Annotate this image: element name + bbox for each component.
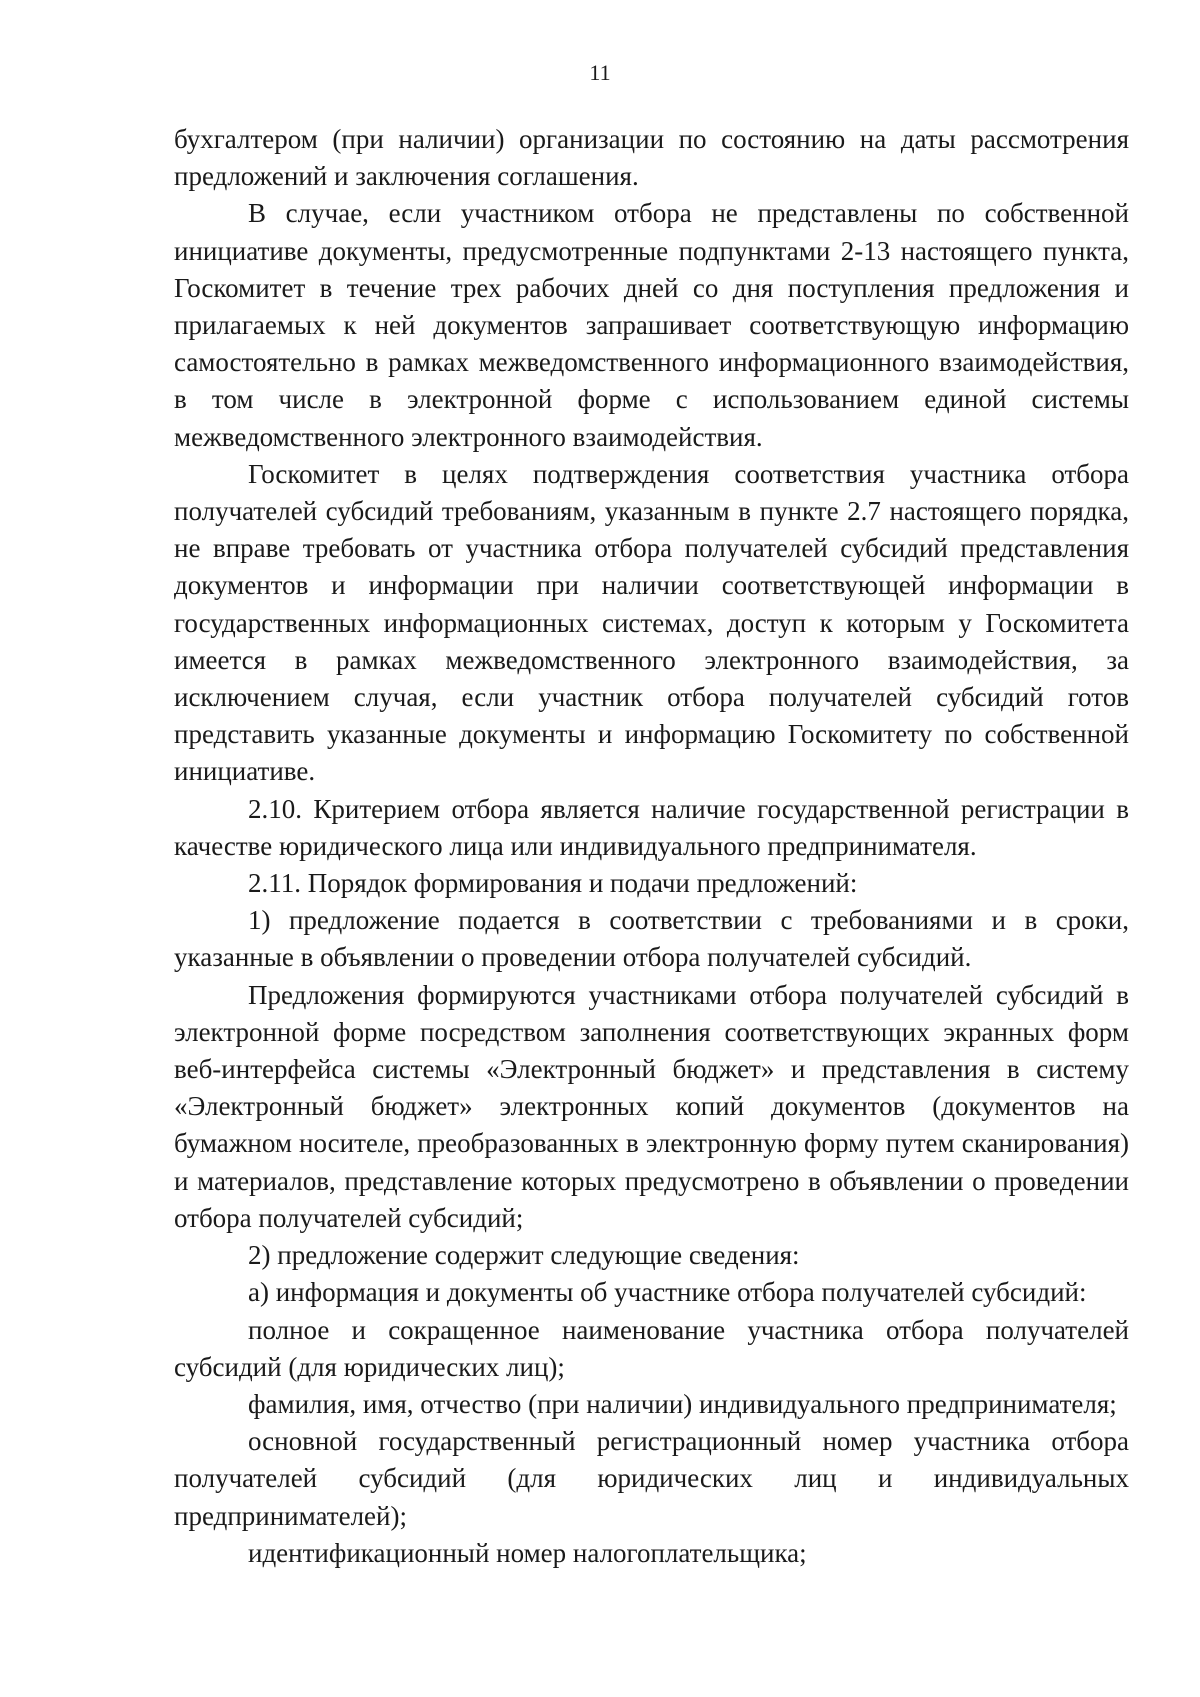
paragraph: 2.11. Порядок формирования и подачи предложений: — [248, 868, 858, 899]
paragraph: В случае, если участником отбора не представлены по собственной инициативе документы, предусмотренные подпунктами 2-13 настоящего пункта, Госкомитет в течение трех рабочих дней со дня поступления предложения и прилагаемых к ней документов запрашивает соответствующую информацию самостоятельно в рамках межведомственного информационного взаимодействия, в том числе в электронной форме с использованием единой системы межведомственного электронного взаимодействия. — [174, 198, 1129, 452]
page-number: 11 — [589, 60, 611, 85]
paragraph: полное и сокращенное наименование участника отбора получателей субсидий (для юридических лиц); — [174, 1314, 1129, 1382]
paragraph: Предложения формируются участниками отбора получателей субсидий в электронной форме посредством заполнения соответствующих экранных форм веб-интерфейса системы «Электронный бюджет» и представления в систему «Электронный бюджет» электронных копий документов (документов на бумажном носителе, преобразованных в электронную форму путем сканирования) и материалов, представление которых предусмотрено в объявлении о проведении отбора получателей субсидий; — [174, 979, 1129, 1233]
paragraph: 1) предложение подается в соответствии с требованиями и в сроки, указанные в объявлении о проведении отбора получателей субсидий. — [174, 905, 1129, 973]
paragraph: фамилия, имя, отчество (при наличии) индивидуального предпринимателя; — [248, 1388, 1117, 1419]
paragraph: а) информация и документы об участнике отбора получателей субсидий: — [248, 1277, 1087, 1308]
paragraph: 2.10. Критерием отбора является наличие государственной регистрации в качестве юридического лица или индивидуального предпринимателя. — [174, 793, 1129, 861]
paragraph: 2) предложение содержит следующие сведения: — [248, 1240, 800, 1271]
paragraph: идентификационный номер налогоплательщика; — [248, 1537, 807, 1568]
paragraph: бухгалтером (при наличии) организации по состоянию на даты рассмотрения предложений и заключения соглашения. — [174, 124, 1129, 192]
document-body — [174, 121, 1129, 1572]
paragraph: Госкомитет в целях подтверждения соответствия участника отбора получателей субсидий требованиям, указанным в пункте 2.7 настоящего порядка, не вправе требовать от участника отбора получателей субсидий представления документов и информации при наличии соответствующей информации в государственных информационных системах, доступ к которым у Госкомитета имеется в рамках межведомственного электронного взаимодействия, за исключением случая, если участник отбора получателей субсидий готов представить указанные документы и информацию Госкомитету по собственной инициативе. — [174, 458, 1129, 787]
paragraph: основной государственный регистрационный номер участника отбора получателей субсидий (для юридических лиц и индивидуальных предпринимателей); — [174, 1426, 1129, 1531]
